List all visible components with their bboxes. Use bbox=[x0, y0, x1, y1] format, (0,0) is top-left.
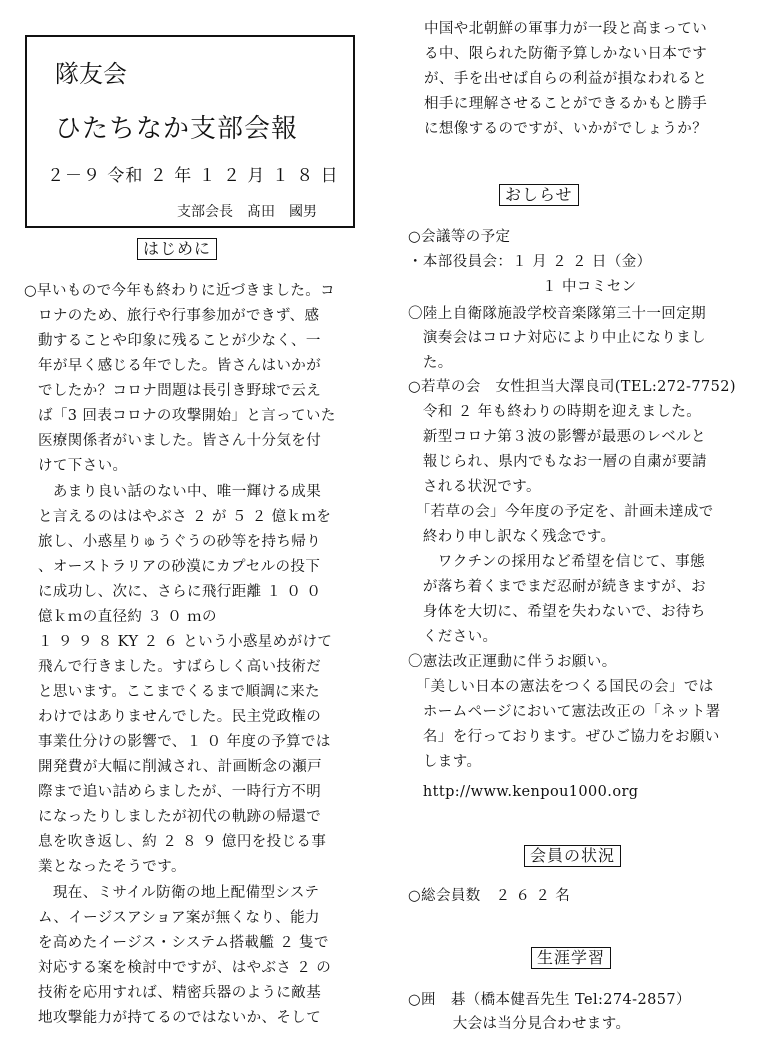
newsletter-title-box bbox=[25, 35, 355, 228]
text-line: に想像するのですが、いかがでしょうか？ bbox=[424, 121, 708, 137]
org-name: 隊友会 bbox=[55, 60, 127, 88]
text-line: される状況です。 bbox=[408, 479, 541, 495]
members-heading: 会員の状況 bbox=[524, 845, 621, 867]
text-line: 演奏会はコロナ対応により中止になりまし bbox=[408, 330, 706, 346]
text-line: 大会は当分見合わせます。 bbox=[408, 1016, 631, 1032]
text-line: します。 bbox=[408, 754, 482, 770]
text-line: 現在、ミサイル防衛の地上配備型システ bbox=[38, 885, 320, 901]
text-line: 動することや印象に残ることが少なく、一 bbox=[38, 333, 321, 349]
text-line: ○会議等の予定 bbox=[408, 229, 511, 245]
text-line: を高めたイージス・システム搭載艦 ２ 隻で bbox=[38, 935, 329, 951]
text-line: わけではありませんでした。民主党政権の bbox=[38, 709, 322, 725]
text-line: 「美しい日本の憲法をつくる国民の会」では bbox=[408, 679, 714, 695]
text-line: 飛んで行きました。すばらしく高い技術だ bbox=[38, 659, 322, 675]
learning-heading: 生涯学習 bbox=[531, 947, 611, 969]
text-line: ○囲 碁（橋本健吾先生 Tel:274-2857） bbox=[408, 992, 691, 1008]
text-line: る中、限られた防衛予算しかない日本です bbox=[424, 46, 708, 62]
text-line: ○早いもので今年も終わりに近づきました。コ bbox=[24, 283, 336, 299]
text-line: あまり良い話のない中、唯一輝ける成果 bbox=[38, 484, 322, 500]
text-line: １ ９ ９ ８ KY ２ ６ という小惑星めがけて bbox=[38, 634, 333, 650]
branch-name: ひたちなか支部会報 bbox=[55, 114, 299, 144]
text-line: た。 bbox=[408, 355, 453, 371]
author: 支部会長 髙田 國男 bbox=[177, 204, 317, 220]
text-line: 息を吹き返し、約 ２ ８ ９ 億円を投じる事 bbox=[38, 834, 327, 850]
text-line: １ 中コミセン bbox=[408, 279, 637, 295]
text-line: ロナのため、旅行や行事参加ができず、感 bbox=[38, 308, 320, 324]
text-line: ム、イージスアショア案が無くなり、能力 bbox=[38, 910, 320, 926]
text-line: ホームページにおいて憲法改正の「ネット署 bbox=[408, 704, 721, 720]
text-line: ば「3 回表コロナの攻撃開始」と言っていた bbox=[38, 408, 336, 424]
text-line: ください。 bbox=[408, 629, 498, 645]
text-line: 開発費が大幅に削減され、計画断念の瀬戸 bbox=[38, 759, 322, 775]
text-line: でしたか？コロナ問題は長引き野球で云え bbox=[38, 383, 322, 399]
text-line: ワクチンの採用など希望を信じて、事態 bbox=[408, 554, 705, 570]
text-line: と思います。ここまでくるまで順調に来た bbox=[38, 684, 320, 700]
intro-heading: はじめに bbox=[137, 238, 217, 260]
text-line: 報じられ、県内でもなお一層の自粛が要請 bbox=[408, 454, 707, 470]
text-line: 際まで追い詰めらましたが、一時行方不明 bbox=[38, 784, 322, 800]
text-line: 技術を応用すれば、精密兵器のように敵基 bbox=[38, 985, 322, 1001]
url-text: http://www.kenpou1000.org bbox=[408, 784, 639, 800]
text-line: ○若草の会 女性担当大澤良司(TEL:272-7752) bbox=[408, 379, 736, 395]
text-line: 億ｋｍの直径約 ３ ０ ｍの bbox=[38, 609, 217, 625]
text-line: が、手を出せば自らの利益が損なわれると bbox=[424, 71, 708, 87]
text-line: 中国や北朝鮮の軍事力が一段と高まってい bbox=[424, 21, 708, 37]
text-line: になったりしましたが初代の軌跡の帰還で bbox=[38, 809, 322, 825]
text-line: に成功し、次に、さらに飛行距離 １ ０ ０ bbox=[38, 584, 322, 600]
text-line: けて下さい。 bbox=[38, 458, 128, 474]
member-count: ○総会員数 ２ ６ ２ 名 bbox=[408, 888, 571, 904]
text-line: 終わり申し訳なく残念です。 bbox=[408, 529, 616, 545]
text-line: 地攻撃能力が持てるのではないか、そして bbox=[38, 1010, 322, 1026]
text-line: 、オーストラリアの砂漠にカプセルの投下 bbox=[38, 559, 321, 575]
text-line: 「若草の会」今年度の予定を、計画未達成で bbox=[408, 504, 714, 520]
text-line: 旅し、小惑星りゅうぐうの砂等を持ち帰り bbox=[38, 534, 322, 550]
text-line: 事業仕分けの影響で、１ ０ 年度の予算では bbox=[38, 734, 331, 750]
text-line: ・本部役員会：１ 月 ２ ２ 日（金） bbox=[408, 254, 652, 270]
text-line: 令和 ２ 年も終わりの時期を迎えました。 bbox=[408, 404, 702, 420]
issue-date: ２－９ 令和 ２ 年 １ ２ 月 １ ８ 日 bbox=[47, 166, 339, 186]
text-line: と言えるのははやぶさ ２ が ５ ２ 億ｋｍを bbox=[38, 509, 332, 525]
text-line: が落ち着くまでまだ忍耐が続きますが、お bbox=[408, 579, 706, 595]
text-line: 相手に理解させることができるかもと勝手 bbox=[424, 96, 708, 112]
text-line: 新型コロナ第３波の影響が最悪のレベルと bbox=[408, 429, 706, 445]
text-line: 年が早く感じる年でした。皆さんはいかが bbox=[38, 358, 322, 374]
text-line: 医療関係者がいました。皆さん十分気を付 bbox=[38, 433, 322, 449]
text-line: 〇憲法改正運動に伴うお願い。 bbox=[408, 654, 617, 670]
text-line: 身体を大切に、希望を失わないで、お待ち bbox=[408, 604, 706, 620]
text-line: 対応する案を検討中ですが、はやぶさ ２ の bbox=[38, 960, 332, 976]
notice-heading: おしらせ bbox=[499, 184, 579, 206]
text-line: 業となったそうです。 bbox=[38, 859, 186, 875]
text-line: 名」を行っております。ぜひご協力をお願い bbox=[408, 729, 720, 745]
text-line: 〇陸上自衛隊施設学校音楽隊第三十一回定期 bbox=[408, 306, 706, 322]
